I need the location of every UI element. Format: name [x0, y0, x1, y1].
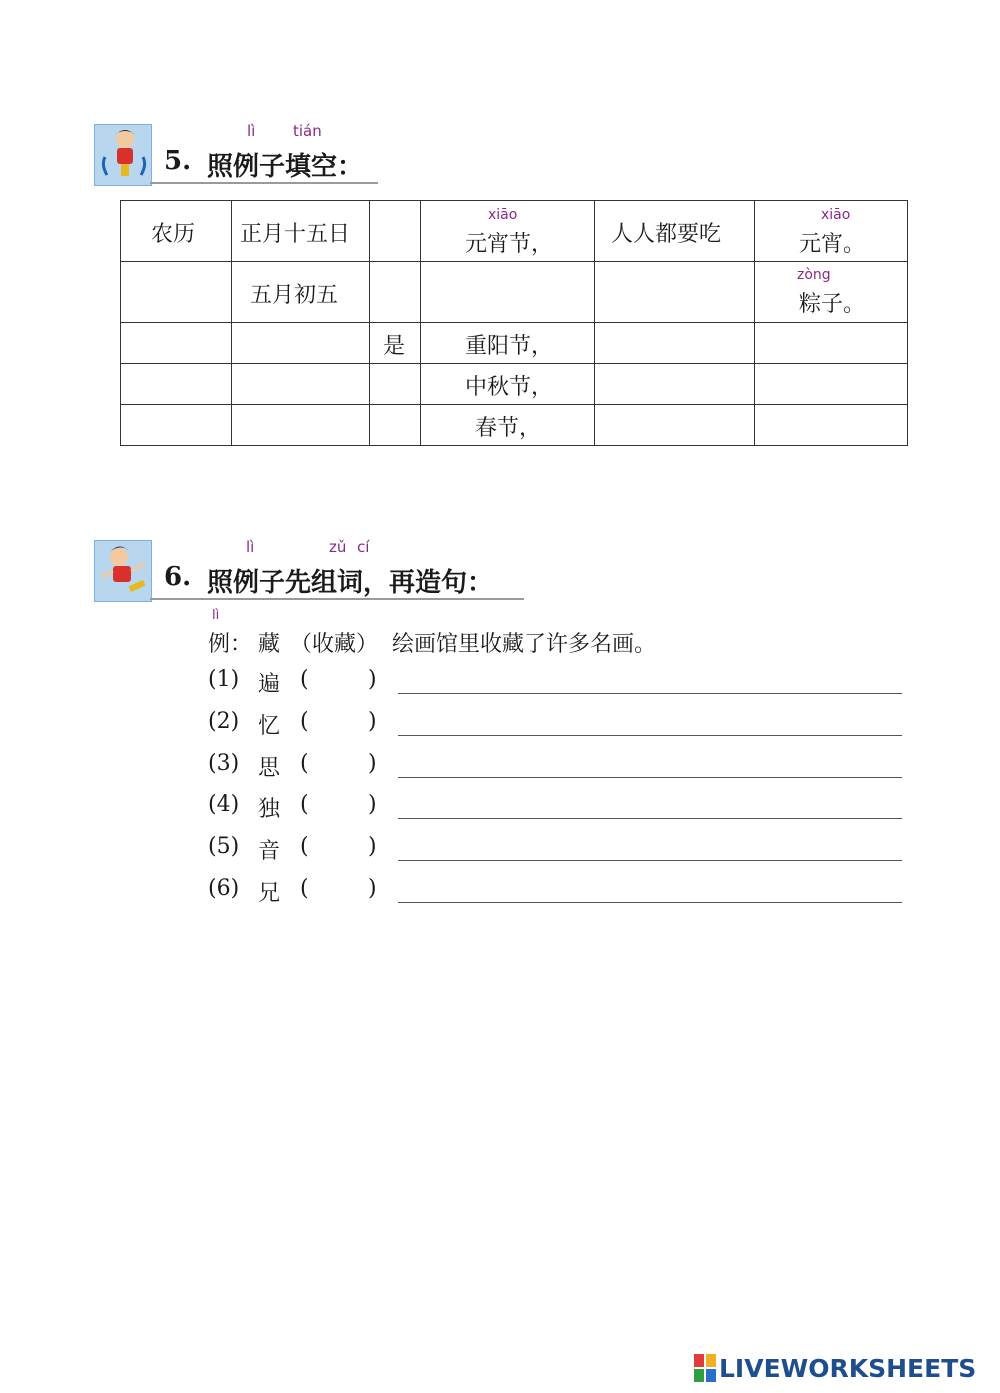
table-cell[interactable] — [121, 323, 232, 364]
item-char: 兄 — [258, 881, 281, 906]
word-blank-open[interactable]: ( — [300, 876, 309, 901]
cell-text: 农历 — [151, 222, 196, 247]
logo-text: LIVEWORKSHEETS — [719, 1353, 977, 1383]
table-cell[interactable] — [421, 262, 595, 323]
table-cell — [421, 323, 595, 364]
table-cell[interactable] — [595, 323, 755, 364]
example-pinyin: lì — [212, 608, 220, 623]
section5-number: 5. — [164, 146, 192, 176]
table-cell — [755, 201, 908, 262]
table-row — [121, 323, 908, 364]
cell-text: 粽子。 — [799, 292, 866, 317]
word-blank-open[interactable]: ( — [300, 792, 309, 817]
example-char: 藏 — [258, 632, 281, 657]
item-number: (6) — [208, 876, 240, 901]
list-item — [208, 751, 908, 781]
section5-title: 照例子填空： — [207, 152, 364, 182]
pinyin-tian: tián — [293, 122, 322, 140]
word-blank-open[interactable]: ( — [300, 709, 309, 734]
sentence-answer-line[interactable] — [398, 818, 902, 819]
section6-underline — [150, 598, 524, 600]
pinyin-li: lì — [246, 538, 255, 556]
word-blank-open[interactable]: ( — [300, 834, 309, 859]
cell-text: 元宵。 — [799, 232, 866, 257]
item-char: 音 — [258, 839, 281, 864]
section5-kid-icon — [94, 124, 152, 186]
sentence-answer-line[interactable] — [398, 860, 902, 861]
list-item — [208, 667, 908, 697]
table-cell[interactable] — [755, 323, 908, 364]
cell-text: 春节， — [475, 416, 542, 441]
table-cell[interactable] — [121, 364, 232, 405]
sentence-answer-line[interactable] — [398, 902, 902, 903]
table-row — [121, 201, 908, 262]
word-blank-close[interactable]: ) — [368, 667, 377, 692]
table-cell — [421, 364, 595, 405]
table-cell[interactable] — [232, 405, 370, 446]
table-cell — [232, 262, 370, 323]
sentence-answer-line[interactable] — [398, 735, 902, 736]
table-cell[interactable] — [370, 364, 421, 405]
item-number: (2) — [208, 709, 240, 734]
table-cell[interactable] — [595, 364, 755, 405]
table-cell[interactable] — [755, 405, 908, 446]
cell-text: 是 — [383, 334, 406, 359]
cell-text: 人人都要吃 — [611, 222, 722, 247]
word-blank-close[interactable]: ) — [368, 876, 377, 901]
liveworksheets-logo[interactable] — [694, 1353, 976, 1383]
cell-pinyin: xiāo — [488, 207, 518, 223]
example-sentence: 绘画馆里收藏了许多名画。 — [392, 632, 657, 657]
sentence-answer-line[interactable] — [398, 693, 902, 694]
table-cell[interactable] — [232, 364, 370, 405]
section6-title: 照例子先组词，再造句： — [207, 568, 494, 598]
table-row — [121, 405, 908, 446]
table-cell[interactable] — [232, 323, 370, 364]
table-cell[interactable] — [595, 262, 755, 323]
table-cell — [421, 201, 595, 262]
cell-text: 重阳节， — [465, 334, 554, 359]
word-blank-close[interactable]: ) — [368, 792, 377, 817]
word-blank-close[interactable]: ) — [368, 751, 377, 776]
example-label: 例： — [208, 632, 253, 657]
live-mark-icon — [694, 1354, 716, 1382]
pinyin-li: lì — [247, 122, 256, 140]
section6-kid-icon — [94, 540, 152, 602]
cell-text: 正月十五日 — [240, 222, 351, 247]
table-cell — [595, 201, 755, 262]
table-cell[interactable] — [595, 405, 755, 446]
table-cell — [421, 405, 595, 446]
table-cell[interactable] — [370, 405, 421, 446]
word-blank-close[interactable]: ) — [368, 709, 377, 734]
table-cell — [121, 201, 232, 262]
table-cell[interactable] — [755, 364, 908, 405]
item-char: 忆 — [258, 714, 281, 739]
item-number: (5) — [208, 834, 240, 859]
fill-in-table — [120, 200, 908, 446]
example-word: （收藏） — [290, 632, 379, 657]
table-row — [121, 262, 908, 323]
sentence-answer-line[interactable] — [398, 777, 902, 778]
table-cell — [755, 262, 908, 323]
cell-text: 元宵节， — [465, 232, 554, 257]
section6-number: 6. — [164, 562, 192, 592]
item-number: (1) — [208, 667, 240, 692]
item-number: (3) — [208, 751, 240, 776]
pinyin-ci: cí — [357, 538, 370, 556]
table-cell[interactable] — [121, 405, 232, 446]
table-cell — [232, 201, 370, 262]
item-number: (4) — [208, 792, 240, 817]
list-item — [208, 876, 908, 906]
word-blank-open[interactable]: ( — [300, 667, 309, 692]
cell-text: 中秋节， — [465, 375, 554, 400]
list-item — [208, 834, 908, 864]
pinyin-zu: zǔ — [329, 538, 347, 556]
table-cell — [370, 323, 421, 364]
item-char: 思 — [258, 756, 281, 781]
item-char: 独 — [258, 797, 281, 822]
word-blank-open[interactable]: ( — [300, 751, 309, 776]
item-char: 遍 — [258, 672, 281, 697]
table-cell[interactable] — [370, 262, 421, 323]
list-item — [208, 709, 908, 739]
cell-pinyin: zòng — [797, 267, 831, 283]
section5-underline — [150, 182, 378, 184]
list-item — [208, 792, 908, 822]
word-blank-close[interactable]: ) — [368, 834, 377, 859]
cell-text: 五月初五 — [250, 283, 339, 308]
table-cell[interactable] — [370, 201, 421, 262]
table-row — [121, 364, 908, 405]
cell-pinyin: xiāo — [821, 207, 851, 223]
table-cell[interactable] — [121, 262, 232, 323]
